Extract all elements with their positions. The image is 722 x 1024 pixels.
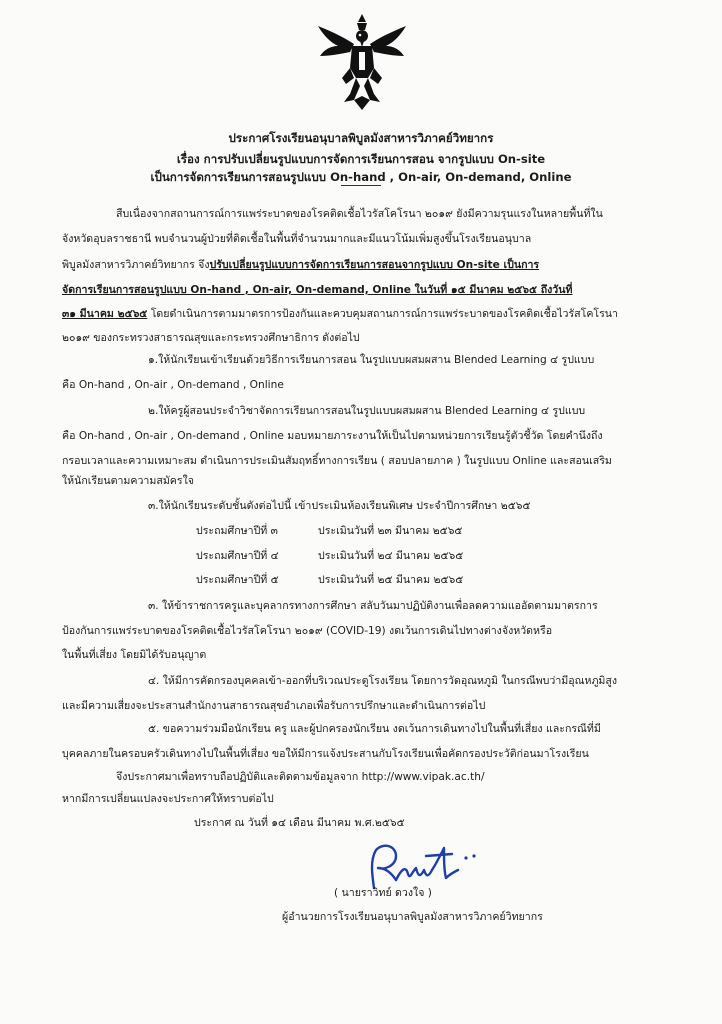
intro-line-4: จัดการเรียนการสอนรูปแบบ On-hand , On-air, On-demand, Online ในวันที่ ๑๕ มีนาคม ๒๕๖๕ ถึงวันที่ [62, 284, 573, 296]
item-3b-line-3: ในพื้นที่เสี่ยง โดยมิได้รับอนุญาต [62, 649, 207, 661]
garuda-emblem-icon [314, 12, 410, 112]
item-3b-line-1: ๓. ให้ข้าราชการครูและบุคลากรทางการศึกษา สลับวันมาปฏิบัติงานเพื่อลดความแออัดตามมาตรการ [148, 600, 598, 612]
item-4-line-1: ๔. ให้มีการคัดกรองบุคคลเข้า-ออกที่บริเวณประตูโรงเรียน โดยการวัดอุณหภูมิ ในกรณีพบว่ามีอุณหภูมิสูง [148, 675, 618, 687]
item-5-line-2: บุคคลภายในครอบครัวเดินทางไปในพื้นที่เสี่ยง ขอให้มีการแจ้งประสานกับโรงเรียนเพื่อคัดกรองประวัติก่อนมาโรงเรียน [62, 748, 589, 760]
announcement-subject-line2: เป็นการจัดการเรียนการสอนรูปแบบ On-hand , On-air, On-demand, Online [150, 170, 572, 184]
schedule-date: ประเมินวันที่ ๒๔ มีนาคม ๒๕๖๕ [318, 550, 464, 562]
header-divider [341, 185, 381, 186]
item-2-line-3: กรอบเวลาและความเหมาะสม ดำเนินการประเมินสัมฤทธิ์ทางการเรียน ( สอบปลายภาค ) ในรูปแบบ Online และสอนเสริม [62, 455, 612, 467]
intro-line-3-text: พิบูลมังสาหารวิภาคย์วิทยากร จึง [62, 259, 210, 271]
item-3-line-1: ๓.ให้นักเรียนระดับชั้นดังต่อไปนี้ เข้าประเมินห้องเรียนพิเศษ ประจำปีการศึกษา ๒๕๖๕ [148, 500, 531, 512]
schedule-date: ประเมินวันที่ ๒๕ มีนาคม ๒๕๖๕ [318, 574, 464, 586]
schedule-date: ประเมินวันที่ ๒๓ มีนาคม ๒๕๖๕ [318, 525, 463, 537]
item-5-line-1: ๕. ขอความร่วมมือนักเรียน ครู และผู้ปกครองนักเรียน งดเว้นการเดินทางไปในพื้นที่เสี่ยง และกรณีที่มี [148, 723, 601, 735]
schedule-grade: ประถมศึกษาปีที่ ๔ [196, 550, 279, 562]
intro-line-5-text: โดยดำเนินการตามมาตรการป้องกันและควบคุมสถานการณ์การแพร่ระบาดของโรคติดเชื้อไวรัสโคโรนา [147, 308, 618, 320]
signatory-name: ( นายราวิทย์ ดวงใจ ) [334, 887, 432, 899]
item-1-line-2: คือ On-hand , On-air , On-demand , Online [62, 379, 284, 391]
closing-line-2: หากมีการเปลี่ยนแปลงจะประกาศให้ทราบต่อไป [62, 793, 274, 805]
schedule-grade: ประถมศึกษาปีที่ ๓ [196, 525, 278, 537]
announcement-title: ประกาศโรงเรียนอนุบาลพิบูลมังสาหารวิภาคย์วิทยากร [228, 131, 494, 145]
intro-line-1: สืบเนื่องจากสถานการณ์การแพร่ระบาดของโรคติดเชื้อไวรัสโคโรนา ๒๐๑๙ ยังมีความรุนแรงในหลายพื้นที่ใน [116, 208, 603, 220]
item-2-line-1: ๒.ให้ครูผู้สอนประจำวิชาจัดการเรียนการสอนในรูปแบบผสมผสาน Blended Learning ๔ รูปแบบ [148, 405, 586, 417]
item-3b-line-2: ป้องกันการแพร่ระบาดของโรคติดเชื้อไวรัสโคโรนา ๒๐๑๙ (COVID-19) งดเว้นการเดินไปทางต่างจังหวัดหรือ [62, 625, 553, 637]
item-1-line-1: ๑.ให้นักเรียนเข้าเรียนด้วยวิธีการเรียนการสอน ในรูปแบบผสมผสาน Blended Learning ๔ รูปแบบ [148, 354, 595, 366]
intro-line-5 [62, 307, 618, 321]
schedule-grade: ประถมศึกษาปีที่ ๕ [196, 574, 279, 586]
item-2-line-4: ให้นักเรียนตามความสมัครใจ [62, 475, 194, 487]
announcement-subject: เรื่อง การปรับเปลี่ยนรูปแบบการจัดการเรียนการสอน จากรูปแบบ On-site [176, 152, 546, 166]
announcement-date: ประกาศ ณ วันที่ ๑๔ เดือน มีนาคม พ.ศ.๒๕๖๕ [194, 817, 405, 829]
item-4-line-2: และมีความเสี่ยงจะประสานสำนักงานสาธารณสุขอำเภอเพื่อรับการปรึกษาและดำเนินการต่อไป [62, 700, 486, 712]
intro-line-2: จังหวัดอุบลราชธานี พบจำนวนผู้ป่วยที่ติดเชื้อในพื้นที่จำนวนมากและมีแนวโน้มเพิ่มสูงขึ้นโรงเรียนอนุบาล [62, 233, 532, 245]
intro-line-6: ๒๐๑๙ ของกระทรวงสาธารณสุขและกระทรวงศึกษาธิการ ดังต่อไป [62, 332, 360, 344]
signatory-title: ผู้อำนวยการโรงเรียนอนุบาลพิบูลมังสาหารวิภาคย์วิทยากร [282, 911, 543, 923]
intro-highlight: ปรับเปลี่ยนรูปแบบการจัดการเรียนการสอนจากรูปแบบ On-site เป็นการ [209, 259, 540, 271]
item-2-line-2: คือ On-hand , On-air , On-demand , Online มอบหมายภาระงานให้เป็นไปตามหน่วยการเรียนรู้ตัวชี้วัด โดยคำนึงถึง [62, 430, 603, 442]
intro-line-3 [62, 258, 539, 272]
intro-end-date: ๓๑ มีนาคม ๒๕๖๕ [62, 308, 148, 320]
closing-line-1: จึงประกาศมาเพื่อทราบถือปฏิบัติและติดตามข้อมูลจาก http://www.vipak.ac.th/ [116, 771, 485, 783]
